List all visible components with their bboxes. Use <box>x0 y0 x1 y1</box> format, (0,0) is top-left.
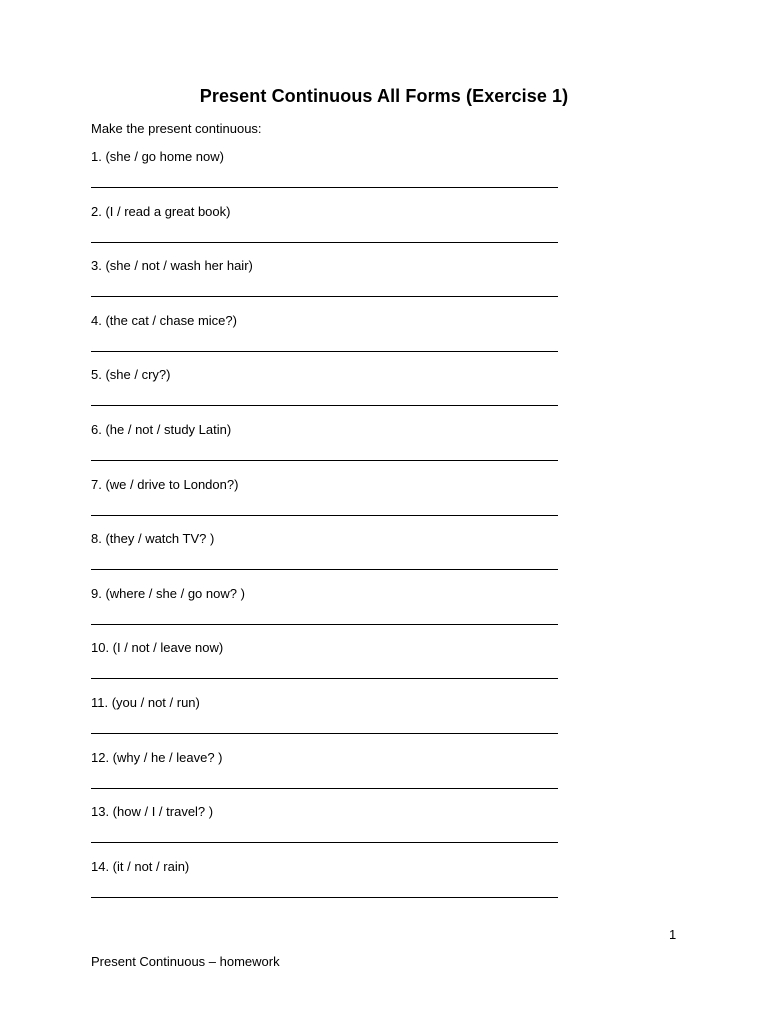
exercise-prompt: 6. (he / not / study Latin) <box>91 421 232 437</box>
exercise-prompt: 12. (why / he / leave? ) <box>91 749 223 765</box>
exercise-prompt: 1. (she / go home now) <box>91 149 224 164</box>
exercise-item <box>91 313 558 368</box>
exercise-prompt: 2. (I / read a great book) <box>91 203 231 219</box>
exercise-item <box>91 531 558 586</box>
answer-line <box>91 624 558 625</box>
answer-line <box>91 569 558 570</box>
answer-line <box>91 242 558 243</box>
exercise-item <box>91 204 558 259</box>
exercise-prompt: 13. (how / I / travel? ) <box>91 804 214 820</box>
exercise-item <box>91 149 558 204</box>
instruction-text: Make the present continuous: <box>91 121 262 136</box>
exercise-item <box>91 586 558 641</box>
exercise-prompt: 9. (where / she / go now? ) <box>91 585 245 601</box>
answer-line <box>91 842 558 843</box>
answer-line <box>91 187 558 188</box>
answer-line <box>91 460 558 461</box>
exercise-item <box>91 367 558 422</box>
exercise-prompt: 11. (you / not / run) <box>91 694 200 710</box>
answer-line <box>91 296 558 297</box>
answer-line <box>91 733 558 734</box>
answer-line <box>91 405 558 406</box>
exercise-item <box>91 804 558 859</box>
answer-line <box>91 515 558 516</box>
exercise-prompt: 10. (I / not / leave now) <box>91 640 224 656</box>
exercise-item <box>91 695 558 750</box>
exercise-item <box>91 258 558 313</box>
exercise-prompt: 4. (the cat / chase mice?) <box>91 312 237 328</box>
answer-line <box>91 788 558 789</box>
page-number: 1 <box>669 927 677 942</box>
exercise-item <box>91 859 558 914</box>
exercise-prompt: 5. (she / cry?) <box>91 367 171 383</box>
exercise-item <box>91 477 558 532</box>
exercise-prompt: 7. (we / drive to London?) <box>91 476 239 492</box>
exercise-prompt: 14. (it / not / rain) <box>91 858 190 874</box>
exercise-item <box>91 640 558 695</box>
exercise-item <box>91 422 558 477</box>
answer-line <box>91 678 558 679</box>
exercise-item <box>91 750 558 805</box>
exercise-list <box>91 149 558 913</box>
exercise-prompt: 8. (they / watch TV? ) <box>91 531 215 547</box>
page-footer: Present Continuous – homework <box>91 954 280 969</box>
answer-line <box>91 897 558 898</box>
exercise-prompt: 3. (she / not / wash her hair) <box>91 258 253 274</box>
page-title: Present Continuous All Forms (Exercise 1) <box>199 86 569 106</box>
answer-line <box>91 351 558 352</box>
